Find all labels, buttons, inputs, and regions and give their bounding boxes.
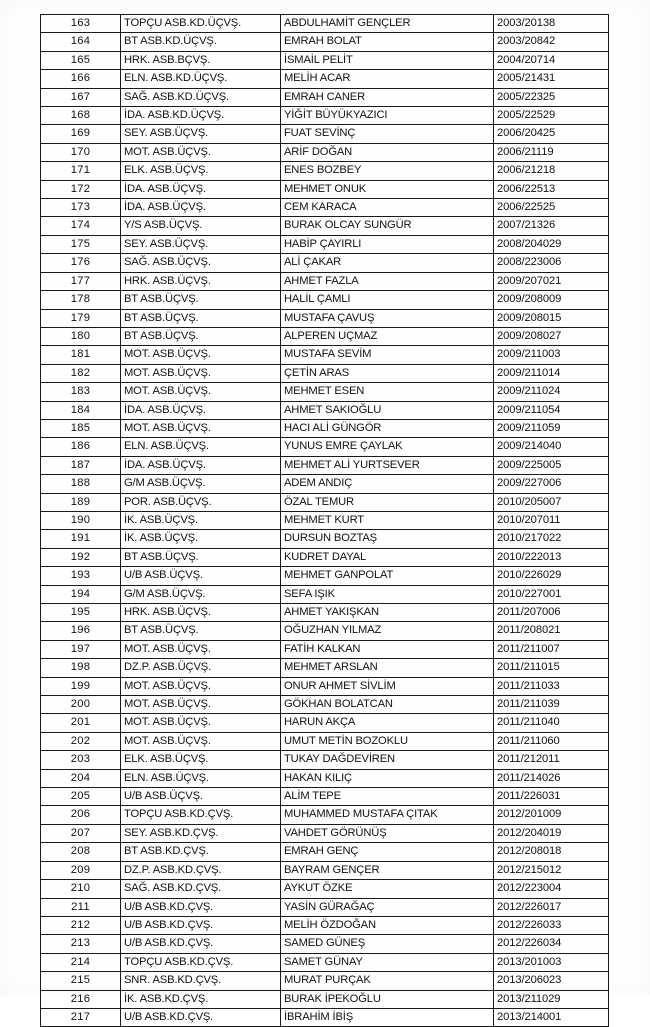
cell-index: 197 [41, 640, 121, 658]
cell-registry: 2009/211054 [494, 401, 609, 419]
cell-name: ONUR AHMET SİVLİM [281, 677, 494, 695]
cell-rank: HRK. ASB.ÜÇVŞ. [121, 604, 281, 622]
cell-rank: MOT. ASB.ÜÇVŞ. [121, 383, 281, 401]
cell-index: 212 [41, 916, 121, 934]
cell-index: 180 [41, 327, 121, 345]
cell-registry: 2011/211040 [494, 714, 609, 732]
cell-name: HACI ALİ GÜNGÖR [281, 419, 494, 437]
cell-registry: 2013/201003 [494, 953, 609, 971]
cell-index: 184 [41, 401, 121, 419]
cell-rank: MOT. ASB.ÜÇVŞ. [121, 346, 281, 364]
table-row [41, 383, 609, 401]
cell-name: KUDRET DAYAL [281, 548, 494, 566]
cell-registry: 2008/204029 [494, 235, 609, 253]
cell-registry: 2011/214026 [494, 769, 609, 787]
cell-name: MEHMET ALİ YURTSEVER [281, 456, 494, 474]
table-row [41, 622, 609, 640]
cell-name: EMRAH CANER [281, 88, 494, 106]
cell-registry: 2006/20425 [494, 125, 609, 143]
table-row [41, 511, 609, 529]
table-row [41, 162, 609, 180]
cell-rank: SAĞ. ASB.ÜÇVŞ. [121, 254, 281, 272]
cell-name: MEHMET KURT [281, 511, 494, 529]
table-row [41, 180, 609, 198]
cell-rank: MOT. ASB.ÜÇVŞ. [121, 143, 281, 161]
table-row [41, 935, 609, 953]
cell-index: 181 [41, 346, 121, 364]
cell-name: SAMET GÜNAY [281, 953, 494, 971]
cell-index: 164 [41, 33, 121, 51]
cell-name: HALİL ÇAMLI [281, 291, 494, 309]
cell-name: MUSTAFA SEVİM [281, 346, 494, 364]
cell-rank: İDA. ASB.ÜÇVŞ. [121, 456, 281, 474]
cell-name: ALİ ÇAKAR [281, 254, 494, 272]
cell-rank: MOT. ASB.ÜÇVŞ. [121, 714, 281, 732]
cell-rank: BT ASB.ÜÇVŞ. [121, 327, 281, 345]
cell-name: YASİN GÜRAĞAÇ [281, 898, 494, 916]
cell-rank: POR. ASB.ÜÇVŞ. [121, 493, 281, 511]
table-row [41, 824, 609, 842]
table-row [41, 309, 609, 327]
cell-index: 192 [41, 548, 121, 566]
table-row [41, 604, 609, 622]
cell-registry: 2008/223006 [494, 254, 609, 272]
cell-registry: 2003/20138 [494, 15, 609, 33]
table-row [41, 493, 609, 511]
cell-index: 195 [41, 604, 121, 622]
cell-registry: 2007/21326 [494, 217, 609, 235]
cell-rank: U/B ASB.ÜÇVŞ. [121, 567, 281, 585]
cell-registry: 2012/226034 [494, 935, 609, 953]
cell-index: 201 [41, 714, 121, 732]
cell-index: 199 [41, 677, 121, 695]
cell-registry: 2012/215012 [494, 861, 609, 879]
cell-name: ÇETİN ARAS [281, 364, 494, 382]
cell-index: 183 [41, 383, 121, 401]
cell-name: İBRAHİM İBİŞ [281, 1008, 494, 1026]
cell-index: 202 [41, 732, 121, 750]
table-row [41, 769, 609, 787]
cell-registry: 2013/211029 [494, 990, 609, 1008]
cell-name: HAKAN KILIÇ [281, 769, 494, 787]
cell-rank: U/B ASB.KD.ÇVŞ. [121, 1008, 281, 1026]
table-row [41, 916, 609, 934]
table-row [41, 199, 609, 217]
cell-name: MEHMET ONUK [281, 180, 494, 198]
cell-index: 209 [41, 861, 121, 879]
cell-rank: MOT. ASB.ÜÇVŞ. [121, 732, 281, 750]
cell-rank: TOPÇU ASB.KD.ÇVŞ. [121, 806, 281, 824]
cell-name: BAYRAM GENÇER [281, 861, 494, 879]
cell-rank: G/M ASB.ÜÇVŞ. [121, 475, 281, 493]
cell-name: ALİM TEPE [281, 788, 494, 806]
cell-name: MELİH ACAR [281, 70, 494, 88]
cell-index: 206 [41, 806, 121, 824]
cell-name: EMRAH BOLAT [281, 33, 494, 51]
cell-registry: 2011/211033 [494, 677, 609, 695]
cell-rank: DZ.P. ASB.ÜÇVŞ. [121, 659, 281, 677]
cell-registry: 2009/211024 [494, 383, 609, 401]
cell-rank: U/B ASB.KD.ÇVŞ. [121, 935, 281, 953]
table-row [41, 346, 609, 364]
cell-registry: 2012/226033 [494, 916, 609, 934]
table-row [41, 530, 609, 548]
table-row [41, 659, 609, 677]
cell-index: 210 [41, 880, 121, 898]
cell-rank: U/B ASB.ÜÇVŞ. [121, 788, 281, 806]
cell-name: GÖKHAN BOLATCAN [281, 696, 494, 714]
cell-name: VAHDET GÖRÜNÜŞ [281, 824, 494, 842]
cell-registry: 2010/222013 [494, 548, 609, 566]
roster-table [40, 14, 609, 1027]
cell-name: ALPEREN UÇMAZ [281, 327, 494, 345]
cell-registry: 2010/207011 [494, 511, 609, 529]
cell-name: UMUT METİN BOZOKLU [281, 732, 494, 750]
table-row [41, 751, 609, 769]
table-row [41, 327, 609, 345]
cell-rank: DZ.P. ASB.KD.ÇVŞ. [121, 861, 281, 879]
cell-index: 186 [41, 438, 121, 456]
cell-registry: 2009/214040 [494, 438, 609, 456]
cell-index: 189 [41, 493, 121, 511]
cell-rank: SAĞ. ASB.KD.ÜÇVŞ. [121, 88, 281, 106]
cell-rank: SEY. ASB.ÜÇVŞ. [121, 125, 281, 143]
cell-rank: BT ASB.KD.ÜÇVŞ. [121, 33, 281, 51]
table-row [41, 1008, 609, 1026]
cell-rank: MOT. ASB.ÜÇVŞ. [121, 696, 281, 714]
cell-rank: MOT. ASB.ÜÇVŞ. [121, 640, 281, 658]
cell-index: 169 [41, 125, 121, 143]
cell-rank: U/B ASB.KD.ÇVŞ. [121, 898, 281, 916]
cell-index: 187 [41, 456, 121, 474]
cell-registry: 2004/20714 [494, 51, 609, 69]
table-row [41, 272, 609, 290]
cell-registry: 2009/211059 [494, 419, 609, 437]
cell-index: 217 [41, 1008, 121, 1026]
cell-registry: 2012/208018 [494, 843, 609, 861]
cell-rank: İDA. ASB.ÜÇVŞ. [121, 401, 281, 419]
cell-name: ENES BOZBEY [281, 162, 494, 180]
cell-registry: 2009/208015 [494, 309, 609, 327]
cell-rank: Y/S ASB.ÜÇVŞ. [121, 217, 281, 235]
cell-name: MURAT PURÇAK [281, 972, 494, 990]
cell-index: 178 [41, 291, 121, 309]
cell-index: 207 [41, 824, 121, 842]
cell-rank: İK. ASB.ÜÇVŞ. [121, 530, 281, 548]
table-row [41, 107, 609, 125]
cell-index: 194 [41, 585, 121, 603]
cell-index: 182 [41, 364, 121, 382]
cell-index: 165 [41, 51, 121, 69]
table-row [41, 548, 609, 566]
cell-name: MUSTAFA ÇAVUŞ [281, 309, 494, 327]
cell-registry: 2011/226031 [494, 788, 609, 806]
table-row [41, 585, 609, 603]
cell-registry: 2009/208009 [494, 291, 609, 309]
table-row [41, 567, 609, 585]
table-row [41, 696, 609, 714]
cell-registry: 2009/227006 [494, 475, 609, 493]
cell-name: CEM KARACA [281, 199, 494, 217]
cell-rank: ELN. ASB.ÜÇVŞ. [121, 769, 281, 787]
cell-name: TUKAY DAĞDEVİREN [281, 751, 494, 769]
cell-registry: 2011/211039 [494, 696, 609, 714]
cell-registry: 2009/207021 [494, 272, 609, 290]
cell-rank: U/B ASB.KD.ÇVŞ. [121, 916, 281, 934]
table-row [41, 990, 609, 1008]
cell-rank: SEY. ASB.ÜÇVŞ. [121, 235, 281, 253]
table-row [41, 401, 609, 419]
table-row [41, 88, 609, 106]
cell-registry: 2010/217022 [494, 530, 609, 548]
cell-rank: G/M ASB.ÜÇVŞ. [121, 585, 281, 603]
cell-rank: BT ASB.KD.ÇVŞ. [121, 843, 281, 861]
cell-registry: 2012/223004 [494, 880, 609, 898]
cell-name: BURAK OLCAY SUNGÜR [281, 217, 494, 235]
cell-registry: 2011/211007 [494, 640, 609, 658]
cell-index: 196 [41, 622, 121, 640]
cell-name: SAMED GÜNEŞ [281, 935, 494, 953]
cell-registry: 2013/206023 [494, 972, 609, 990]
table-row [41, 953, 609, 971]
cell-name: ÖZAL TEMUR [281, 493, 494, 511]
cell-registry: 2012/226017 [494, 898, 609, 916]
cell-name: EMRAH GENÇ [281, 843, 494, 861]
cell-name: OĞUZHAN YILMAZ [281, 622, 494, 640]
table-row [41, 788, 609, 806]
cell-name: ABDULHAMİT GENÇLER [281, 15, 494, 33]
table-row [41, 843, 609, 861]
cell-index: 205 [41, 788, 121, 806]
cell-index: 188 [41, 475, 121, 493]
cell-rank: İDA. ASB.KD.ÜÇVŞ. [121, 107, 281, 125]
table-row [41, 972, 609, 990]
cell-rank: ELN. ASB.KD.ÜÇVŞ. [121, 70, 281, 88]
cell-rank: MOT. ASB.ÜÇVŞ. [121, 364, 281, 382]
cell-rank: İDA. ASB.ÜÇVŞ. [121, 180, 281, 198]
cell-index: 208 [41, 843, 121, 861]
table-row [41, 677, 609, 695]
table-row [41, 419, 609, 437]
cell-name: ADEM ANDIÇ [281, 475, 494, 493]
cell-name: HARUN AKÇA [281, 714, 494, 732]
cell-registry: 2009/208027 [494, 327, 609, 345]
cell-name: HABİP ÇAYIRLI [281, 235, 494, 253]
cell-rank: ELN. ASB.ÜÇVŞ. [121, 438, 281, 456]
cell-index: 211 [41, 898, 121, 916]
cell-registry: 2012/204019 [494, 824, 609, 842]
cell-registry: 2005/21431 [494, 70, 609, 88]
cell-index: 170 [41, 143, 121, 161]
cell-registry: 2003/20842 [494, 33, 609, 51]
cell-name: AHMET YAKIŞKAN [281, 604, 494, 622]
cell-index: 215 [41, 972, 121, 990]
table-row [41, 51, 609, 69]
cell-name: FATİH KALKAN [281, 640, 494, 658]
table-row [41, 217, 609, 235]
cell-registry: 2006/21218 [494, 162, 609, 180]
cell-name: MEHMET ESEN [281, 383, 494, 401]
cell-name: AHMET SAKIOĞLU [281, 401, 494, 419]
cell-name: MUHAMMED MUSTAFA ÇITAK [281, 806, 494, 824]
table-row [41, 898, 609, 916]
table-row [41, 15, 609, 33]
cell-index: 166 [41, 70, 121, 88]
table-row [41, 254, 609, 272]
cell-registry: 2012/201009 [494, 806, 609, 824]
cell-name: YİĞİT BÜYÜKYAZICI [281, 107, 494, 125]
cell-registry: 2010/227001 [494, 585, 609, 603]
cell-rank: İK. ASB.KD.ÇVŞ. [121, 990, 281, 1008]
cell-index: 168 [41, 107, 121, 125]
table-row [41, 143, 609, 161]
cell-registry: 2010/205007 [494, 493, 609, 511]
table-row [41, 732, 609, 750]
cell-index: 213 [41, 935, 121, 953]
cell-rank: SEY. ASB.KD.ÇVŞ. [121, 824, 281, 842]
cell-registry: 2006/22525 [494, 199, 609, 217]
cell-name: ARİF DOĞAN [281, 143, 494, 161]
cell-name: FUAT SEVİNÇ [281, 125, 494, 143]
cell-registry: 2011/207006 [494, 604, 609, 622]
cell-index: 204 [41, 769, 121, 787]
cell-registry: 2009/211014 [494, 364, 609, 382]
cell-registry: 2006/22513 [494, 180, 609, 198]
cell-registry: 2011/208021 [494, 622, 609, 640]
cell-index: 198 [41, 659, 121, 677]
cell-registry: 2009/211003 [494, 346, 609, 364]
cell-name: İSMAİL PELİT [281, 51, 494, 69]
cell-name: MEHMET ARSLAN [281, 659, 494, 677]
cell-rank: BT ASB.ÜÇVŞ. [121, 548, 281, 566]
table-row [41, 456, 609, 474]
table-row [41, 235, 609, 253]
cell-index: 193 [41, 567, 121, 585]
cell-rank: SNR. ASB.KD.ÇVŞ. [121, 972, 281, 990]
roster-table-body [41, 15, 609, 1027]
cell-index: 214 [41, 953, 121, 971]
cell-registry: 2005/22529 [494, 107, 609, 125]
cell-index: 177 [41, 272, 121, 290]
table-row [41, 364, 609, 382]
cell-rank: BT ASB.ÜÇVŞ. [121, 309, 281, 327]
cell-index: 174 [41, 217, 121, 235]
cell-name: YUNUS EMRE ÇAYLAK [281, 438, 494, 456]
cell-index: 190 [41, 511, 121, 529]
cell-rank: İDA. ASB.ÜÇVŞ. [121, 199, 281, 217]
cell-index: 191 [41, 530, 121, 548]
table-row [41, 33, 609, 51]
cell-registry: 2005/22325 [494, 88, 609, 106]
table-row [41, 806, 609, 824]
table-row [41, 714, 609, 732]
cell-rank: ELK. ASB.ÜÇVŞ. [121, 162, 281, 180]
cell-rank: ELK. ASB.ÜÇVŞ. [121, 751, 281, 769]
table-row [41, 125, 609, 143]
cell-name: MEHMET GANPOLAT [281, 567, 494, 585]
cell-registry: 2011/212011 [494, 751, 609, 769]
cell-name: MELİH ÖZDOĞAN [281, 916, 494, 934]
table-row [41, 880, 609, 898]
cell-name: AYKUT ÖZKE [281, 880, 494, 898]
cell-rank: MOT. ASB.ÜÇVŞ. [121, 677, 281, 695]
cell-index: 203 [41, 751, 121, 769]
cell-index: 175 [41, 235, 121, 253]
cell-index: 179 [41, 309, 121, 327]
cell-index: 173 [41, 199, 121, 217]
cell-rank: HRK. ASB.ÜÇVŞ. [121, 272, 281, 290]
cell-name: BURAK İPEKOĞLU [281, 990, 494, 1008]
cell-registry: 2006/21119 [494, 143, 609, 161]
cell-index: 216 [41, 990, 121, 1008]
cell-index: 167 [41, 88, 121, 106]
table-row [41, 70, 609, 88]
cell-name: DURSUN BOZTAŞ [281, 530, 494, 548]
cell-name: AHMET FAZLA [281, 272, 494, 290]
cell-name: SEFA IŞIK [281, 585, 494, 603]
cell-index: 172 [41, 180, 121, 198]
cell-rank: MOT. ASB.ÜÇVŞ. [121, 419, 281, 437]
cell-rank: BT ASB.ÜÇVŞ. [121, 291, 281, 309]
table-row [41, 291, 609, 309]
cell-registry: 2013/214001 [494, 1008, 609, 1026]
cell-rank: İK. ASB.ÜÇVŞ. [121, 511, 281, 529]
table-row [41, 640, 609, 658]
cell-registry: 2009/225005 [494, 456, 609, 474]
cell-rank: BT ASB.ÜÇVŞ. [121, 622, 281, 640]
cell-rank: TOPÇU ASB.KD.ÇVŞ. [121, 953, 281, 971]
cell-rank: HRK. ASB.BÇVŞ. [121, 51, 281, 69]
cell-index: 200 [41, 696, 121, 714]
cell-index: 176 [41, 254, 121, 272]
cell-registry: 2010/226029 [494, 567, 609, 585]
cell-index: 171 [41, 162, 121, 180]
table-row [41, 861, 609, 879]
table-row [41, 475, 609, 493]
cell-rank: SAĞ. ASB.KD.ÇVŞ. [121, 880, 281, 898]
cell-index: 185 [41, 419, 121, 437]
cell-rank: TOPÇU ASB.KD.ÜÇVŞ. [121, 15, 281, 33]
cell-index: 163 [41, 15, 121, 33]
cell-registry: 2011/211015 [494, 659, 609, 677]
table-row [41, 438, 609, 456]
cell-registry: 2011/211060 [494, 732, 609, 750]
